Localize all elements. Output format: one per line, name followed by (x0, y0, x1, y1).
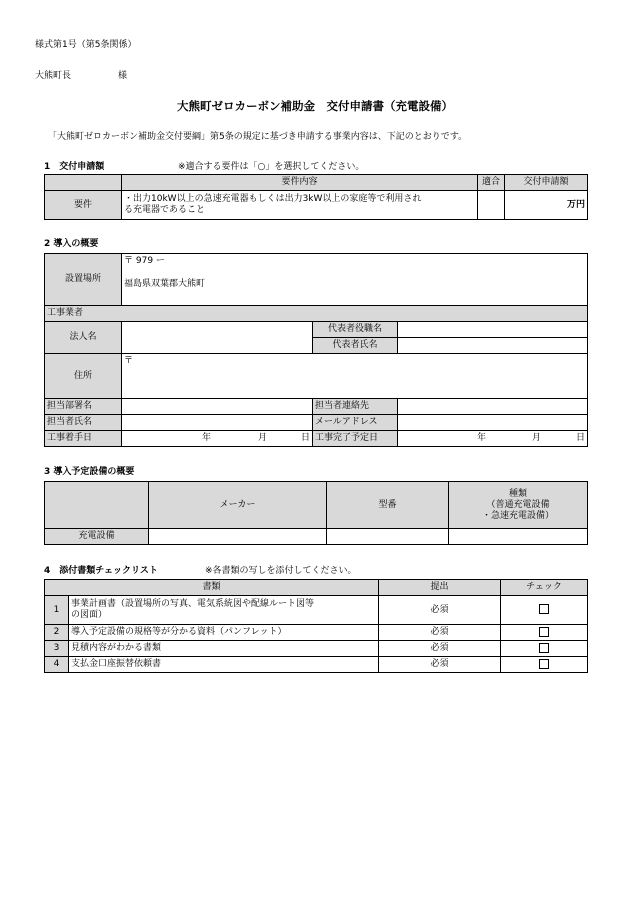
requirement-line-1: ・出力10kW以上の急速充電器もしくは出力3kW以上の家庭等で利用され (124, 194, 422, 204)
section2-heading: 2 導入の概要 (44, 239, 99, 249)
dept-label: 担当部署名 (45, 399, 122, 415)
end-year: 年 (477, 433, 487, 443)
end-date-label: 工事完了予定日 (313, 431, 398, 447)
doc-row-check (501, 625, 588, 641)
type-field[interactable] (449, 529, 588, 545)
type-line-1: 種類 (508, 488, 527, 499)
s1-row-label: 要件 (45, 191, 122, 220)
contact-field[interactable] (398, 399, 588, 415)
contractor-header: 工事業者 (45, 306, 588, 322)
doc-row-name: 導入予定設備の規格等が分かる資料（パンフレット） (69, 625, 379, 641)
section4-heading: 4 添付書類チェックリスト (44, 566, 158, 576)
s1-header-fit: 適合 (478, 175, 505, 191)
doc-row-name: 支払金口座振替依頼書 (69, 657, 379, 673)
s1-header-blank (45, 175, 122, 191)
rep-name-label: 代表者氏名 (313, 338, 398, 354)
s1-amount-field[interactable] (505, 191, 588, 220)
checkbox[interactable] (539, 604, 549, 614)
doc-row-line-1: 事業計画書（設置場所の写真、電気系統図や配線ルート図等 (71, 599, 315, 609)
doc-row-no: 3 (45, 641, 69, 657)
doc-row-check (501, 596, 588, 625)
corp-name-label: 法人名 (45, 322, 122, 354)
end-day: 日 (575, 433, 585, 443)
s1-fit-select[interactable] (478, 191, 505, 220)
intro-text: 「大熊町ゼロカーボン補助金交付要綱」第5条の規定に基づき申請する事業内容は、下記のとおりです。 (48, 132, 468, 142)
rep-name-field[interactable] (398, 338, 588, 354)
section1-note: ※適合する要件は「○」を選択してください。 (178, 162, 365, 172)
s1-requirement-text (122, 191, 478, 220)
corp-name-field[interactable] (122, 322, 313, 354)
doc-row-line-2: の図面） (71, 610, 108, 620)
doc-row-submit: 必須 (379, 625, 501, 641)
maker-field[interactable] (149, 529, 327, 545)
s3-row-label: 充電設備 (45, 529, 149, 545)
end-date-field[interactable] (398, 431, 588, 447)
section1-table (44, 174, 588, 220)
doc-row-submit: 必須 (379, 596, 501, 625)
address-label: 住所 (45, 354, 122, 399)
s3-header-model: 型番 (327, 482, 449, 529)
doc-row-no: 4 (45, 657, 69, 673)
section2-table (44, 253, 588, 447)
address-postal: 〒 (124, 356, 134, 366)
checkbox[interactable] (539, 643, 549, 653)
rep-title-label: 代表者役職名 (313, 322, 398, 338)
type-line-3: ・急速充電設備） (481, 510, 554, 521)
location-address: 福島県双葉郡大熊町 (124, 279, 206, 289)
contact-label: 担当者連絡先 (313, 399, 398, 415)
doc-row-no: 1 (45, 596, 69, 625)
dept-field[interactable] (122, 399, 313, 415)
doc-row-submit: 必須 (379, 657, 501, 673)
location-postal: 〒 979 ー (124, 256, 165, 266)
s3-header-maker: メーカー (149, 482, 327, 529)
model-field[interactable] (327, 529, 449, 545)
page-title: 大熊町ゼロカーボン補助金 交付申請書（充電設備） (177, 99, 453, 113)
s4-header-docs: 書類 (45, 580, 379, 596)
s3-header-type (449, 482, 588, 529)
doc-row-check (501, 641, 588, 657)
doc-row-name (69, 596, 379, 625)
doc-row-submit: 必須 (379, 641, 501, 657)
start-year: 年 (202, 433, 212, 443)
requirement-line-2: る充電器であること (124, 205, 206, 215)
addressee-name: 大熊町長 (35, 71, 72, 81)
checkbox[interactable] (539, 659, 549, 669)
rep-title-field[interactable] (398, 322, 588, 338)
location-field[interactable] (122, 254, 588, 306)
location-label: 設置場所 (45, 254, 122, 306)
s4-header-submit: 提出 (379, 580, 501, 596)
s3-header-blank (45, 482, 149, 529)
email-label: メールアドレス (313, 415, 398, 431)
doc-row-check (501, 657, 588, 673)
section1-heading: 1 交付申請額 (44, 162, 105, 172)
section3-table (44, 481, 588, 545)
type-line-2: （普通充電設備 (486, 499, 550, 510)
s1-header-amount: 交付申請額 (505, 175, 588, 191)
section4-table (44, 579, 588, 673)
doc-row-no: 2 (45, 625, 69, 641)
amount-unit: 万円 (566, 199, 585, 210)
addressee-honorific: 様 (118, 71, 128, 81)
start-day: 日 (300, 433, 310, 443)
section4-note: ※各書類の写しを添付してください。 (205, 566, 357, 576)
s4-header-check: チェック (501, 580, 588, 596)
start-date-label: 工事着手日 (45, 431, 122, 447)
end-month: 月 (532, 433, 542, 443)
section3-heading: 3 導入予定設備の概要 (44, 467, 135, 477)
doc-row-name: 見積内容がわかる書類 (69, 641, 379, 657)
address-field[interactable] (122, 354, 588, 399)
form-number: 様式第1号（第5条関係） (35, 40, 137, 50)
start-date-field[interactable] (122, 431, 313, 447)
checkbox[interactable] (539, 627, 549, 637)
person-field[interactable] (122, 415, 313, 431)
person-label: 担当者氏名 (45, 415, 122, 431)
start-month: 月 (258, 433, 268, 443)
email-field[interactable] (398, 415, 588, 431)
s1-header-requirements: 要件内容 (122, 175, 478, 191)
